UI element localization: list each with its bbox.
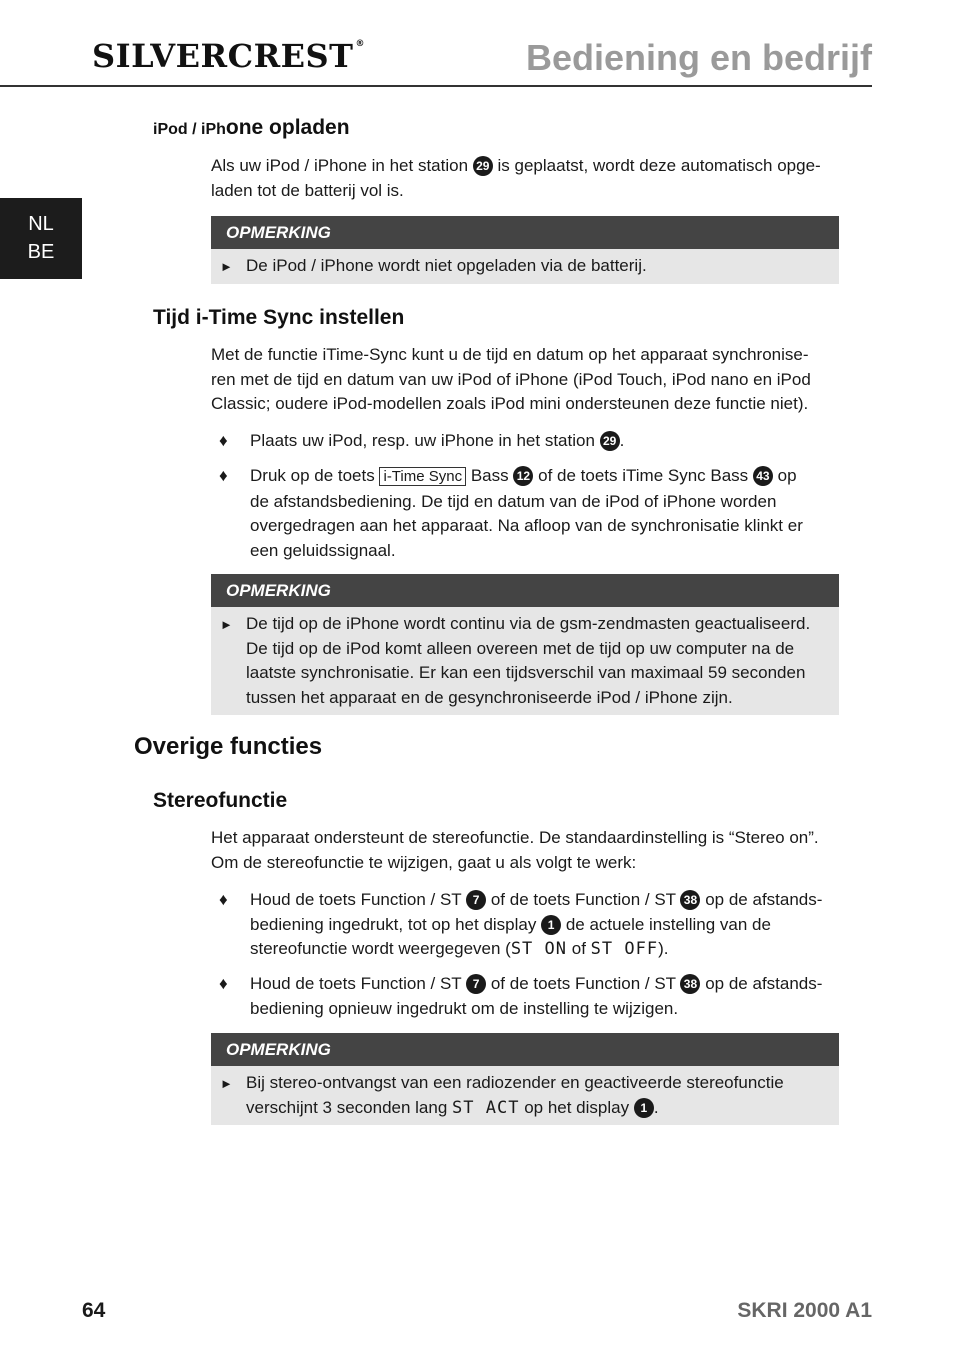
heading-ipod-charging: iPod / iPhone opladen xyxy=(153,116,350,139)
brand-logo: SILVERCREST ® xyxy=(92,37,365,75)
ipod-charging-paragraph: Als uw iPod / iPhone in het station 29 is geplaatst, wordt deze automatisch opge- laden tot de batterij vol is. xyxy=(211,156,821,200)
note-label: OPMERKING xyxy=(211,574,839,607)
lcd-text: ST ON xyxy=(510,939,567,959)
key-label: i-Time Sync xyxy=(379,467,466,486)
lang-nl: NL xyxy=(28,213,54,235)
page-number: 64 xyxy=(82,1299,106,1322)
note-text: De iPod / iPhone wordt niet opgeladen via de batterij. xyxy=(246,256,647,275)
chapter-title: Bediening en bedrijf xyxy=(525,37,872,78)
list-item: ♦ Druk op de toets i-Time Sync Bass 12 of de toets iTime Sync Bass 43 op de afstandsbediening. De tijd en datum van de iPod of iPhone worden overgedragen aan het apparaat. Na afloop van de synchronisatie klinkt er een geluidssignaal. xyxy=(219,466,803,560)
note-box-stereo: OPMERKING ► Bij stereo-ontvangst van een radiozender en geactiveerde stereofunctie verschijnt 3 seconden lang ST ACT op het display 1 . xyxy=(211,1033,839,1125)
heading-stereo: Stereofunctie xyxy=(153,789,288,812)
lang-be: BE xyxy=(27,241,55,263)
list-item: ♦ Houd de toets Function / ST 7 of de toets Function / ST 38 op de afstands- bediening opnieuw ingedrukt om de instelling te wijzigen. xyxy=(219,974,823,1018)
note-label: OPMERKING xyxy=(211,216,839,249)
heading-other-functions: Overige functies xyxy=(134,733,323,760)
list-item: ♦ Plaats uw iPod, resp. uw iPhone in het station 29 . xyxy=(219,429,839,454)
arrow-right-icon: ► xyxy=(220,617,233,632)
diamond-bullet-icon: ♦ xyxy=(219,466,228,485)
stereo-paragraph: Het apparaat ondersteunt de stereofunctie. De standaardinstelling is “Stereo on”. Om de stereofunctie te wijzigen, gaat u als volgt te werk: xyxy=(211,828,819,872)
lcd-text: ST ACT xyxy=(452,1097,520,1118)
diamond-bullet-icon: ♦ xyxy=(219,974,228,993)
arrow-right-icon: ► xyxy=(220,259,233,274)
arrow-right-icon: ► xyxy=(220,1076,233,1091)
note-label: OPMERKING xyxy=(211,1033,839,1066)
header-rule xyxy=(0,85,872,87)
lcd-text: ST OFF xyxy=(590,939,659,959)
note-box-itime: OPMERKING ► De tijd op de iPhone wordt continu via de gsm-zendmasten geactualiseerd. De tijd op de iPod komt alleen overeen met de tijd op uw computer na de laatste synchronisatie. Er kan een tijdsverschil van maximaal 59 seconden tussen het apparaat en de gesynchroniseerde iPod / iPhone zijn. xyxy=(211,574,839,715)
list-item: ♦ Houd de toets Function / ST 7 of de toets Function / ST 38 op de afstands- bediening ingedrukt, tot op het display 1 de actuele instelling van de stereofunctie wordt weergegeven (ST ON of ST OFF). xyxy=(219,890,823,959)
itime-paragraph: Met de functie iTime-Sync kunt u de tijd en datum op het apparaat synchronise- ren met de tijd en datum van uw iPod of iPhone (iPod Touch, iPod nano en iPod Classic; oudere iPod-modellen zoals iPod mini ondersteunen deze functie niet). xyxy=(211,345,811,413)
language-tab xyxy=(0,198,82,279)
diamond-bullet-icon: ♦ xyxy=(219,431,228,450)
model-number: SKRI 2000 A1 xyxy=(737,1299,872,1322)
heading-itime-sync: Tijd i-Time Sync instellen xyxy=(153,306,405,329)
diamond-bullet-icon: ♦ xyxy=(219,890,228,909)
note-box-ipod xyxy=(211,216,839,284)
